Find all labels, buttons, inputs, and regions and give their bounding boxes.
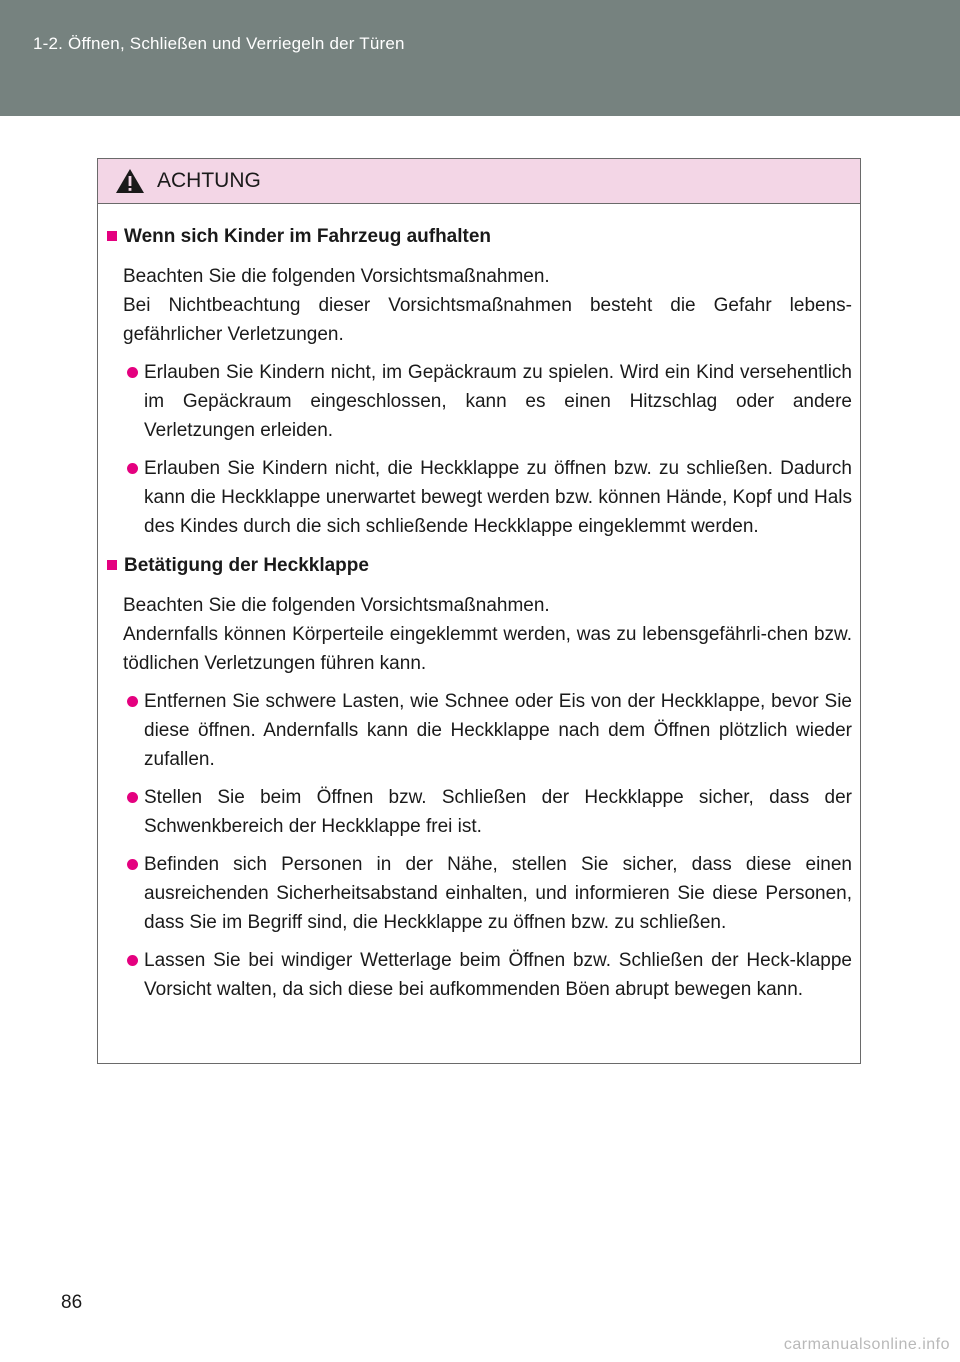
round-bullet-icon (127, 696, 138, 707)
list-item (104, 850, 852, 937)
intro-line: Beachten Sie die folgenden Vorsichtsmaßnahmen. (123, 266, 550, 287)
warning-label: ACHTUNG (157, 169, 261, 192)
round-bullet-icon (127, 367, 138, 378)
round-bullet-icon (127, 955, 138, 966)
list-item (104, 783, 852, 841)
section-header-title: 1-2. Öffnen, Schließen und Verriegeln der Türen (33, 34, 405, 53)
intro-line: Beachten Sie die folgenden Vorsichtsmaßnahmen. (123, 595, 550, 616)
intro-line: Andernfalls können Körperteile eingeklemmt werden, was zu lebensgefährli-chen bzw. tödlichen Verletzungen führen kann. (123, 624, 852, 674)
intro-line: Bei Nichtbeachtung dieser Vorsichtsmaßnahmen besteht die Gefahr lebens-gefährlicher Verletzungen. (123, 295, 852, 345)
round-bullet-icon (127, 463, 138, 474)
list-item-text: Befinden sich Personen in der Nähe, stellen Sie sicher, dass diese einen ausreichenden Sicherheitsabstand einhalten, und informieren Sie diese Personen, dass Sie im Begriff sind, die Heckklappe zu öffnen bzw. zu schließen. (144, 854, 852, 933)
warning-box (97, 158, 861, 1064)
list-item (104, 946, 852, 1004)
list-item (104, 454, 852, 541)
warning-header (98, 159, 860, 204)
section-title-children (104, 222, 852, 251)
warning-triangle-icon (115, 168, 145, 194)
list-item (104, 687, 852, 774)
page-number: 86 (61, 1292, 83, 1313)
list-item-text: Stellen Sie beim Öffnen bzw. Schließen der Heckklappe sicher, dass der Schwenkbereich der Heckklappe frei ist. (144, 787, 852, 837)
page-header-band (0, 0, 960, 116)
square-bullet-icon (107, 231, 117, 241)
list-item (104, 358, 852, 445)
section-title-text: Wenn sich Kinder im Fahrzeug aufhalten (124, 226, 492, 247)
section-title-tailgate (104, 551, 852, 580)
footer-watermark: carmanualsonline.info (783, 1336, 950, 1353)
square-bullet-icon (107, 560, 117, 570)
round-bullet-icon (127, 859, 138, 870)
list-item-text: Entfernen Sie schwere Lasten, wie Schnee oder Eis von der Heckklappe, bevor Sie diese öffnen. Andernfalls kann die Heckklappe nach dem Öffnen plötzlich wieder zufallen. (144, 691, 852, 770)
list-item-text: Erlauben Sie Kindern nicht, die Heckklappe zu öffnen bzw. zu schließen. Dadurch kann die Heckklappe unerwartet bewegt werden bzw. können Hände, Kopf und Hals des Kindes durch die sich schließende Heckklappe eingeklemmt werden. (144, 458, 852, 537)
list-item-text: Lassen Sie bei windiger Wetterlage beim Öffnen bzw. Schließen der Heck-klappe Vorsicht walten, da sich diese bei aufkommenden Böen abrupt bewegen kann. (144, 950, 852, 1000)
section-intro (104, 262, 852, 349)
list-item-text: Erlauben Sie Kindern nicht, im Gepäckraum zu spielen. Wird ein Kind versehentlich im Gepäckraum eingeschlossen, kann es einen Hitzschlag oder andere Verletzungen erleiden. (144, 362, 852, 441)
warning-body (98, 204, 860, 1004)
section-intro (104, 591, 852, 678)
section-title-text: Betätigung der Heckklappe (124, 555, 369, 576)
round-bullet-icon (127, 792, 138, 803)
